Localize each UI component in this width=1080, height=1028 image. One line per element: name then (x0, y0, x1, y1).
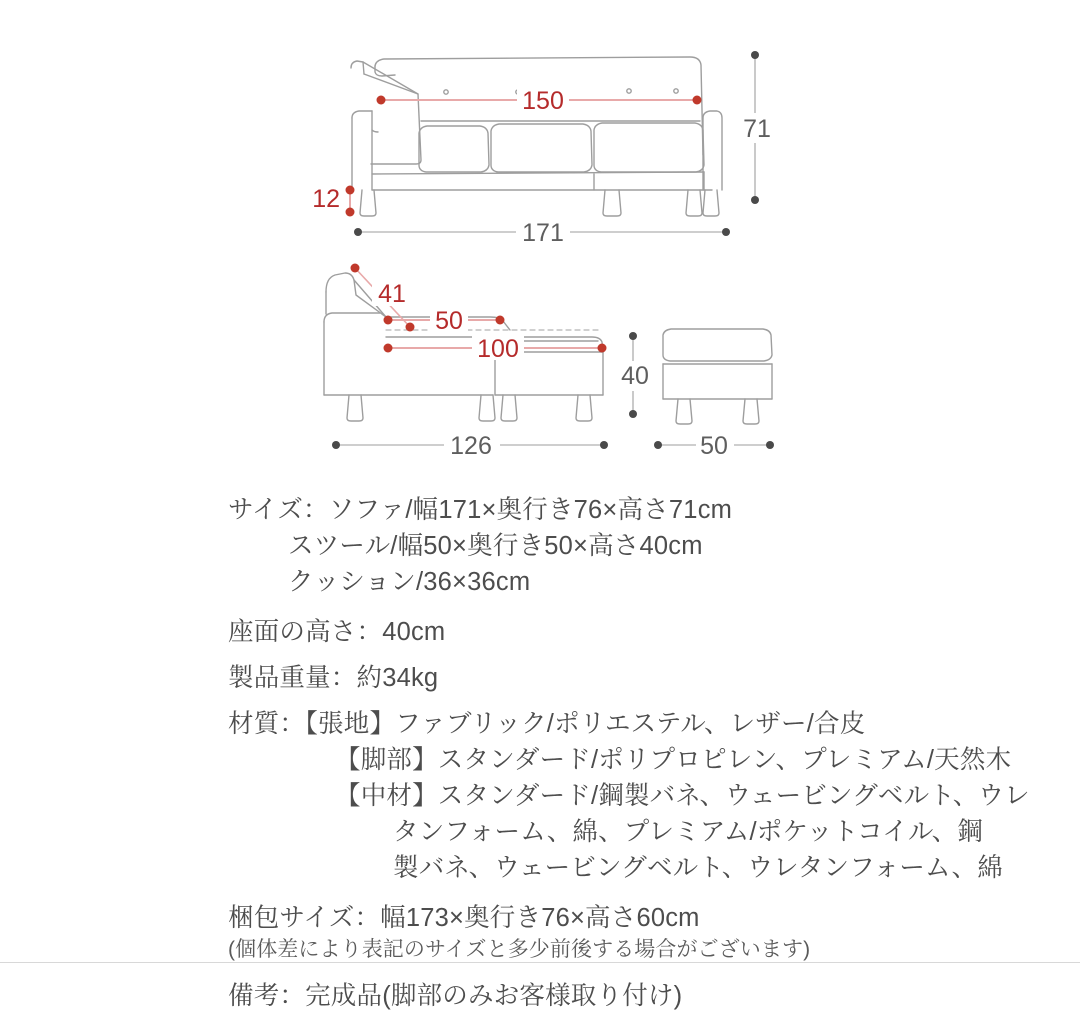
dimension-label-41: 41 (378, 280, 406, 308)
dimension-label-100: 100 (477, 335, 519, 363)
spec-remarks-group (228, 978, 1028, 1014)
spec-weight-group (228, 660, 1028, 696)
spec-size-line-3: クッション/36×36cm (288, 568, 531, 596)
dimension-seat-width-150 (377, 87, 702, 115)
dimension-label-126: 126 (450, 432, 492, 460)
dimension-seat-height-40 (618, 332, 652, 418)
dimension-label-50: 50 (435, 307, 463, 335)
dimension-label-171: 171 (522, 219, 564, 247)
spec-material-line-3: 【中材】スタンダード/鋼製バネ、ウェービングベルト、ウレ (335, 782, 1030, 810)
dimension-total-height-71 (740, 51, 774, 204)
spec-seat-height-group (228, 614, 1028, 650)
dimension-label-12: 12 (312, 185, 340, 213)
dimension-label-150: 150 (522, 87, 564, 115)
spec-size-line-2: スツール/幅50×奥行き50×高さ40cm (288, 532, 703, 560)
spec-material-line-5: 製バネ、ウェービングベルト、ウレタンフォーム、綿 (393, 854, 1003, 882)
dimension-total-width-171 (354, 219, 730, 247)
bottom-divider (0, 962, 1080, 963)
dimension-total-depth-126 (332, 432, 608, 460)
spec-size-line-1: サイズ：ソファ/幅171×奥行き76×高さ71cm (228, 496, 733, 524)
spec-seat-height: 座面の高さ：40cm (228, 618, 446, 646)
specification-list (228, 492, 1028, 1028)
product-dimension-diagram (0, 0, 1080, 480)
dimension-leg-height-12 (312, 185, 354, 217)
dimension-label-stool-50: 50 (700, 432, 728, 460)
dimension-label-71: 71 (743, 115, 771, 143)
spec-material-line-4: タンフォーム、綿、プレミアム/ポケットコイル、鋼 (393, 818, 983, 846)
spec-package-group (228, 900, 1028, 964)
dimension-seat-depth-50 (384, 307, 505, 335)
spec-material-group (228, 706, 1028, 886)
spec-material-line-1: 材質：【張地】ファブリック/ポリエステル、レザー/合皮 (228, 710, 866, 738)
stool-drawing (663, 329, 772, 424)
sofa-front-view-drawing (351, 57, 722, 216)
dimension-chaise-depth-100 (384, 335, 607, 363)
spec-package-note: (個体差により表記のサイズと多少前後する場合がございます) (228, 938, 811, 961)
spec-product-weight: 製品重量：約34kg (228, 664, 439, 692)
spec-remarks: 備考：完成品(脚部のみお客様取り付け) (228, 982, 683, 1010)
spec-material-line-2: 【脚部】スタンダード/ポリプロピレン、プレミアム/天然木 (335, 746, 1012, 774)
spec-package-size: 梱包サイズ：幅173×奥行き76×高さ60cm (228, 904, 700, 932)
spec-size-group (228, 492, 1028, 600)
dimension-drawing-svg (0, 0, 1080, 480)
dimension-label-40: 40 (621, 362, 649, 390)
dimension-stool-width-50 (654, 432, 774, 460)
